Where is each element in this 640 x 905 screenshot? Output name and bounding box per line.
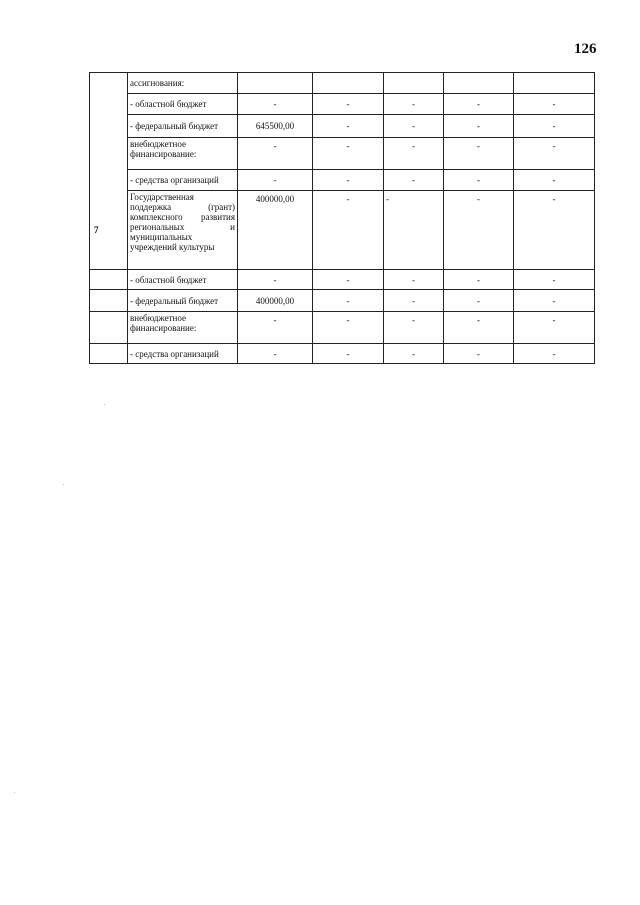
row-name: внебюджетное финансирование: [128, 138, 238, 170]
value-cell: - [384, 138, 444, 170]
table-row [90, 170, 595, 191]
table-row [90, 94, 595, 115]
row-number-cell [90, 312, 128, 344]
value-cell: - [444, 344, 514, 364]
row-name: - средства организаций [128, 170, 238, 191]
value-cell: - [313, 170, 384, 191]
value-cell: - [444, 94, 514, 115]
value-cell: - [238, 344, 313, 364]
value-cell: 645500,00 [238, 115, 313, 138]
row-number-cell [90, 270, 128, 290]
value-cell: - [444, 170, 514, 191]
value-cell: - [238, 94, 313, 115]
table-row [90, 290, 595, 312]
value-cell: - [514, 138, 595, 170]
value-cell: - [384, 290, 444, 312]
page-number: 126 [574, 41, 597, 57]
row-name: ассигнования: [128, 73, 238, 94]
value-cell [313, 73, 384, 94]
value-cell: - [313, 270, 384, 290]
row-name: - средства организаций [128, 344, 238, 364]
row-name: Государственная поддержка (грант) комплексного развития региональных и муниципальных учреждений культуры [128, 191, 238, 270]
scan-speck [104, 404, 105, 405]
value-cell [444, 73, 514, 94]
scan-speck [14, 792, 15, 793]
row-name: - федеральный бюджет [128, 290, 238, 312]
value-cell: - [384, 312, 444, 344]
budget-table [89, 72, 595, 364]
row-number-cell [90, 73, 128, 191]
table-row [90, 312, 595, 344]
row-name: - областной бюджет [128, 270, 238, 290]
value-cell: - [514, 170, 595, 191]
value-cell: - [238, 170, 313, 191]
value-cell: - [514, 94, 595, 115]
value-cell: 400000,00 [238, 191, 313, 270]
value-cell: - [514, 290, 595, 312]
table-row [90, 344, 595, 364]
value-cell: 400000,00 [238, 290, 313, 312]
value-cell: - [384, 270, 444, 290]
table-row [90, 270, 595, 290]
value-cell: - [444, 115, 514, 138]
value-cell: - [238, 312, 313, 344]
value-cell: - [313, 138, 384, 170]
value-cell: - [514, 191, 595, 270]
row-name: внебюджетное финансирование: [128, 312, 238, 344]
value-cell: - [444, 138, 514, 170]
value-cell: - [514, 115, 595, 138]
value-cell: - [384, 115, 444, 138]
value-cell: - [313, 290, 384, 312]
value-cell: - [313, 191, 384, 270]
value-cell: - [384, 344, 444, 364]
value-cell [238, 73, 313, 94]
value-cell: - [384, 170, 444, 191]
value-cell: - [313, 344, 384, 364]
table-row [90, 191, 595, 270]
value-cell: - [238, 138, 313, 170]
row-name: - областной бюджет [128, 94, 238, 115]
value-cell: - [384, 191, 444, 270]
value-cell: - [444, 290, 514, 312]
value-cell: - [444, 270, 514, 290]
value-cell: - [238, 270, 313, 290]
value-cell: - [514, 270, 595, 290]
value-cell: - [514, 344, 595, 364]
value-cell [514, 73, 595, 94]
table-row [90, 73, 595, 94]
table-row [90, 138, 595, 170]
row-name: - федеральный бюджет [128, 115, 238, 138]
value-cell: - [313, 94, 384, 115]
table-row [90, 115, 595, 138]
value-cell [384, 73, 444, 94]
value-cell: - [514, 312, 595, 344]
value-cell: - [444, 191, 514, 270]
row-number: 7 [90, 191, 128, 270]
value-cell: - [313, 115, 384, 138]
value-cell: - [384, 94, 444, 115]
value-cell: - [313, 312, 384, 344]
value-cell: - [444, 312, 514, 344]
row-number-cell [90, 344, 128, 364]
scan-speck [63, 484, 64, 485]
row-number-cell [90, 290, 128, 312]
